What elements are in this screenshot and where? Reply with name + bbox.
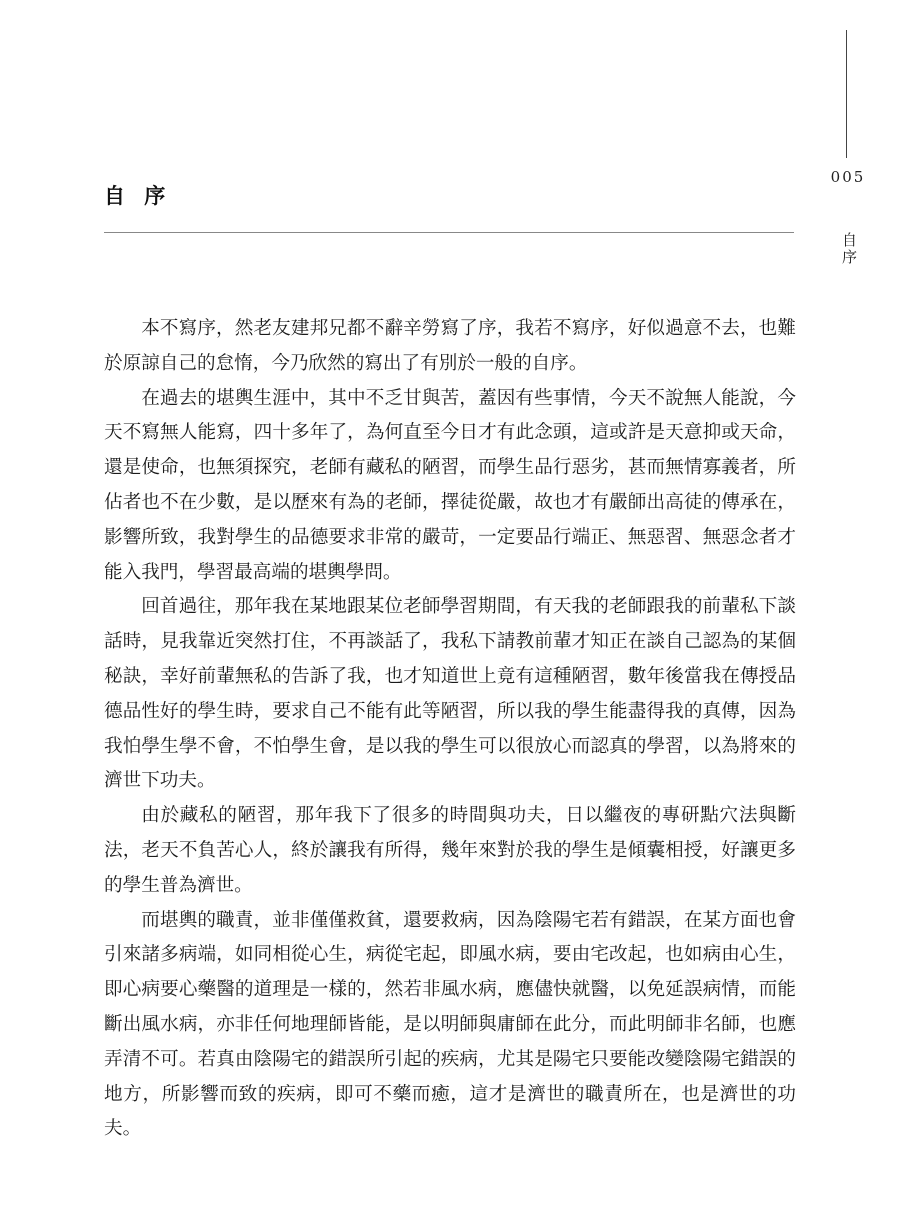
page-number: 005 <box>830 168 866 186</box>
paragraph: 在過去的堪輿生涯中，其中不乏甘與苦，蓋因有些事情，今天不說無人能說，今天不寫無人能寫，四十多年了，為何直至今日才有此念頭，這或許是天意抑或天命，還是使命，也無須探究，老師有藏私的陋習，而學生品行惡劣，甚而無情寡義者，所佔者也不在少數，是以歷來有為的老師，擇徒從嚴，故也才有嚴師出高徒的傳承在，影響所致，我對學生的品德要求非常的嚴苛，一定要品行端正、無惡習、無惡念者才能入我門，學習最高端的堪輿學問。 <box>104 387 796 583</box>
paragraph: 回首過往，那年我在某地跟某位老師學習期間，有天我的老師跟我的前輩私下談話時，見我靠近突然打住，不再談話了，我私下請教前輩才知正在談自己認為的某個秘訣，幸好前輩無私的告訴了我，也才知道世上竟有這種陋習，數年後當我在傳授品德品性好的學生時，要求自己不能有此等陋習，所以我的學生能盡得我的真傳，因為我怕學生學不會，不怕學生會，是以我的學生可以很放心而認真的學習，以為將來的濟世下功夫。 <box>104 596 796 792</box>
running-head: 自序 <box>840 232 858 266</box>
paragraph: 而堪輿的職責，並非僅僅救貧，還要救病，因為陰陽宅若有錯誤，在某方面也會引來諸多病端，如同相從心生，病從宅起，即風水病，要由宅改起，也如病由心生，即心病要心藥醫的道理是一樣的，然若非風水病，應儘快就醫，以免延誤病情，而能斷出風水病，亦非任何地理師皆能，是以明師與庸師在此分，而此明師非名師，也應弄清不可。若真由陰陽宅的錯誤所引起的疾病，尤其是陽宅只要能改變陰陽宅錯誤的地方，所影響而致的疾病，即可不藥而癒，這才是濟世的職責所在，也是濟世的功夫。 <box>104 909 796 1140</box>
title-divider <box>104 232 794 233</box>
chapter-title: 自 序 <box>104 184 172 208</box>
margin-rule <box>846 30 847 158</box>
paragraph: 本不寫序，然老友建邦兄都不辭辛勞寫了序，我若不寫序，好似過意不去，也難於原諒自己的怠惰，今乃欣然的寫出了有別於一般的自序。 <box>104 318 796 374</box>
paragraph: 由於藏私的陋習，那年我下了很多的時間與功夫，日以繼夜的專研點穴法與斷法，老天不負苦心人，終於讓我有所得，幾年來對於我的學生是傾囊相授，好讓更多的學生普為濟世。 <box>104 805 796 896</box>
body-text <box>104 312 796 1147</box>
